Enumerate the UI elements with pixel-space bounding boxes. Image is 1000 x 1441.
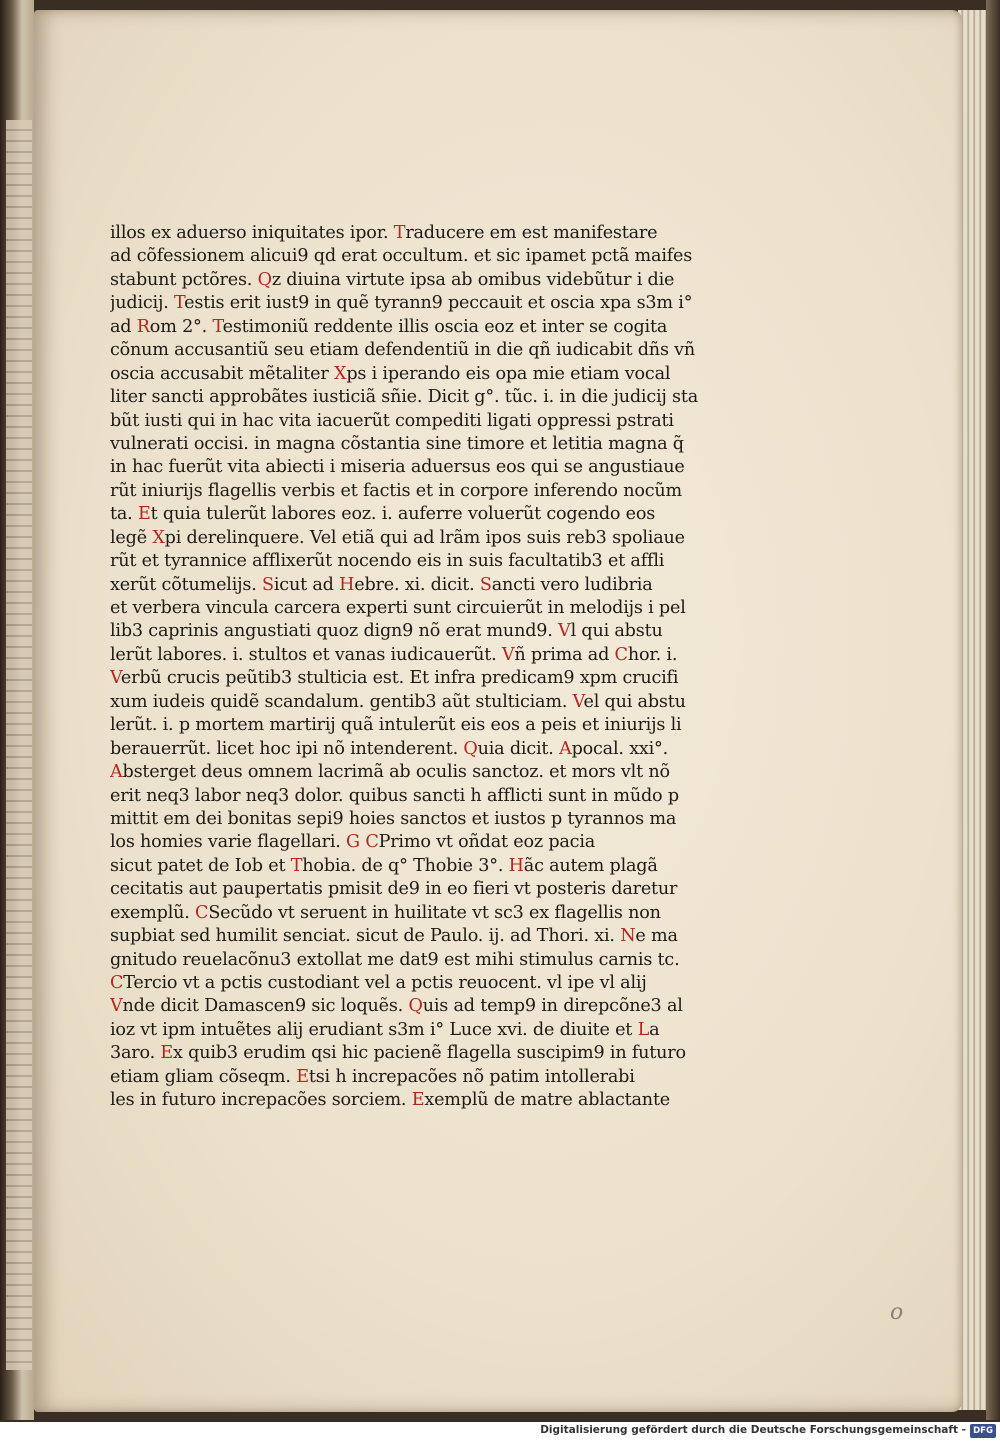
rubric-initial: G (346, 832, 360, 853)
text-line (110, 785, 740, 808)
text-line (110, 620, 740, 643)
text-run: et verbera vincula carcera experti sunt circuierũt in melodijs i pel (110, 598, 686, 618)
rubric-initial: Q (463, 738, 478, 759)
text-run: pi derelinquere. Vel etiã qui ad lrãm ipos suis reb3 spoliaue (164, 527, 685, 548)
text-run: lerũt labores. i. stultos et vanas iudicauerũt. (110, 644, 502, 665)
text-run: icut ad (273, 574, 340, 595)
text-line (110, 925, 740, 948)
rubric-initial: T (393, 223, 406, 243)
cover-edge-right (986, 0, 1000, 1420)
rubric-initial: Q (408, 996, 423, 1017)
text-line (110, 902, 740, 925)
text-run: estimoniũ reddente illis oscia eoz et inter se cogita (222, 316, 668, 337)
rubric-initial: C (110, 973, 124, 993)
text-run: t quia tulerũt labores eoz. i. auferre voluerũt cogendo eos (150, 504, 656, 525)
text-line (110, 878, 740, 901)
rubric-initial: T (290, 855, 303, 876)
text-run: erbũ crucis peũtib3 stulticia est. Et infra predicam9 xpm crucifi (120, 668, 679, 689)
rubric-initial: E (411, 1090, 425, 1111)
text-run: judicij. (110, 293, 174, 314)
text-run: cõnum accusantiũ seu etiam defendentiũ in die qñ iudicabit dñs vñ (110, 340, 696, 361)
text-run: illos ex aduerso iniquitates ipor. (110, 223, 394, 243)
text-run: lib3 caprinis angustiati quoz dign9 nõ erat mund9. (110, 621, 559, 642)
rubric-initial: C (195, 902, 209, 923)
adjacent-page-edge (6, 120, 32, 1370)
text-line (110, 949, 740, 972)
rubric-initial: H (339, 574, 355, 595)
text-run: rũt iniurijs flagellis verbis et factis et in corpore inferendo nocũm (110, 480, 682, 501)
text-run: xum iudeis quidẽ scandalum. gentib3 aũt stulticiam. (110, 691, 573, 712)
rubric-initial: T (174, 293, 185, 314)
text-run: ad (110, 316, 137, 337)
text-line (110, 456, 740, 479)
text-line (110, 574, 740, 597)
text-run: uis ad temp9 in direpcõne3 al (422, 996, 683, 1017)
text-run: legẽ (110, 527, 153, 548)
rubric-initial: V (558, 621, 571, 642)
text-run: cecitatis aut paupertatis pmisit de9 in eo fieri vt posteris daretur (110, 879, 678, 900)
text-run: estis erit iust9 in quẽ tyrann9 peccauit et oscia xpa s3m i° (184, 293, 693, 314)
text-run: a (649, 1019, 660, 1040)
text-run: pocal. xxi°. (571, 738, 669, 759)
text-run: liter sancti approbãtes iusticiã sñie. Dicit g°. tũc. i. in die judicij sta (110, 387, 699, 408)
text-run: erit neq3 labor neq3 dolor. quibus sancti h afflicti sunt in mũdo p (110, 785, 679, 806)
text-line (110, 808, 740, 831)
folio-mark: o (890, 1300, 904, 1325)
text-run: x quib3 erudim qsi hic pacienẽ flagella suscipim9 in futuro (173, 1043, 686, 1064)
text-run: nde dicit Damascen9 sic loquẽs. (122, 996, 409, 1017)
rubric-initial: S (262, 574, 274, 595)
rubric-initial: E (160, 1043, 174, 1064)
text-run: 3aro. (110, 1043, 161, 1064)
text-run: e ma (635, 926, 678, 947)
text-run: berauerrũt. licet hoc ipi nõ intenderent. (110, 738, 464, 759)
text-run: exemplũ. (110, 902, 196, 923)
text-run: Tercio vt a pctis custodiant vel a pctis reuocent. vl ipe vl alij (123, 973, 647, 993)
text-run: xerũt cõtumelijs. (110, 574, 263, 595)
rubric-initial: N (620, 926, 636, 947)
rubric-initial: X (152, 527, 165, 548)
text-run: bũt iusti qui in hac vita iacuerũt compediti ligati oppressi pstrati (110, 410, 674, 431)
text-line (110, 972, 740, 995)
text-line (110, 1089, 740, 1112)
text-run: ioz vt ipm intuẽtes alij erudiant s3m i° Luce xvi. de diuite et (110, 1019, 638, 1040)
text-run: el qui abstu (583, 691, 686, 712)
text-run: oscia accusabit mẽtaliter (110, 363, 334, 384)
text-line (110, 433, 740, 456)
rubric-initial: V (110, 996, 123, 1017)
rubric-initial: V (501, 644, 515, 665)
text-run: les in futuro increpacões sorciem. (110, 1090, 412, 1111)
text-run: hor. i. (627, 644, 678, 665)
text-line (110, 339, 740, 362)
text-line (110, 738, 740, 761)
text-run: in hac fuerũt vita abiecti i miseria aduersus eos qui se angustiaue (110, 457, 685, 478)
rubric-initial: R (136, 316, 150, 337)
text-run: hobia. de q° Thobie 3°. (302, 855, 509, 876)
rubric-initial: V (572, 691, 584, 712)
text-line (110, 363, 740, 386)
text-line (110, 269, 740, 292)
text-line (110, 527, 740, 550)
rubric-initial: T (212, 316, 223, 337)
text-run: vulnerati occisi. in magna cõstantia sine timore et letitia magna q̃ (110, 433, 684, 454)
text-line (110, 480, 740, 503)
text-run: Secũdo vt seruent in huilitate vt sc3 ex flagellis non (208, 902, 661, 923)
text-run: los homies varie flagellari. (110, 832, 347, 853)
rubric-initial: E (296, 1066, 309, 1087)
text-line (110, 1019, 740, 1042)
text-line (110, 1042, 740, 1065)
rubric-initial: E (137, 504, 151, 525)
text-run: sicut patet de Iob et (110, 855, 291, 876)
text-line (110, 550, 740, 573)
digitization-credit: Digitalisierung gefördert durch die Deutsche Forschungsgemeinschaft - (540, 1424, 966, 1436)
text-run: ad cõfessionem alicui9 qd erat occultum. et sic ipamet pctã maifes (110, 246, 693, 267)
text-line (110, 644, 740, 667)
text-run: mittit em dei bonitas sepi9 hoies sanctos et iustos p tyrannos ma (110, 808, 677, 829)
text-run: stabunt pctõres. (110, 269, 258, 290)
text-run: uia dicit. (477, 738, 560, 759)
rubric-initial: C (365, 832, 379, 853)
text-run: supbiat sed humilit senciat. sicut de Paulo. ij. ad Thori. xi. (110, 926, 621, 947)
text-run: raducere em est manifestare (405, 223, 658, 243)
text-line (110, 831, 740, 854)
text-line (110, 245, 740, 268)
text-run: bsterget deus omnem lacrimã ab oculis sanctoz. et mors vlt nõ (122, 762, 670, 783)
text-line (110, 1066, 740, 1089)
text-line (110, 691, 740, 714)
text-run: om 2°. (149, 316, 213, 337)
rubric-initial: C (614, 644, 628, 665)
text-line (110, 410, 740, 433)
manuscript-text-block (110, 222, 740, 1113)
rubric-initial: X (333, 363, 347, 384)
rubric-initial: S (479, 574, 492, 595)
text-line (110, 222, 740, 245)
text-run: xemplũ de matre ablactante (424, 1090, 671, 1111)
text-run: etiam gliam cõseqm. (110, 1066, 297, 1087)
text-line (110, 292, 740, 315)
rubric-initial: H (508, 855, 524, 876)
text-run: l qui abstu (570, 621, 663, 642)
rubric-initial: A (110, 762, 123, 783)
text-run: ancti vero ludibria (491, 574, 653, 595)
text-line (110, 995, 740, 1018)
text-run: z diuina virtute ipsa ab omibus videbũtur i die (271, 269, 675, 290)
rubric-initial: V (110, 668, 121, 689)
text-run: ta. (110, 504, 138, 525)
text-run: ebre. xi. dicit. (354, 574, 480, 595)
text-line (110, 855, 740, 878)
text-line (110, 316, 740, 339)
dfg-logo-icon: DFG (970, 1424, 996, 1438)
text-run: ñ prima ad (514, 644, 615, 665)
text-run: lerũt. i. p mortem martirij quã intulerũt eis eos a peis et iniurijs li (110, 715, 682, 736)
rubric-initial: A (559, 738, 572, 759)
text-run: rũt et tyrannice afflixerũt nocendo eis in suis facultatib3 et affli (110, 551, 665, 572)
text-run: ãc autem plagã (523, 855, 658, 876)
text-run: tsi h increpacões nõ patim intollerabi (308, 1066, 635, 1087)
text-run: gnitudo reuelacõnu3 extollat me dat9 est mihi stimulus carnis tc. (110, 949, 680, 970)
text-line (110, 503, 740, 526)
text-run: Primo vt oñdat eoz pacia (378, 832, 596, 853)
text-line (110, 714, 740, 737)
text-line (110, 667, 740, 690)
text-line (110, 761, 740, 784)
text-run: ps i iperando eis opa mie etiam vocal (346, 363, 671, 384)
text-line (110, 597, 740, 620)
rubric-initial: L (637, 1019, 650, 1040)
text-line (110, 386, 740, 409)
rubric-initial: Q (257, 269, 272, 290)
